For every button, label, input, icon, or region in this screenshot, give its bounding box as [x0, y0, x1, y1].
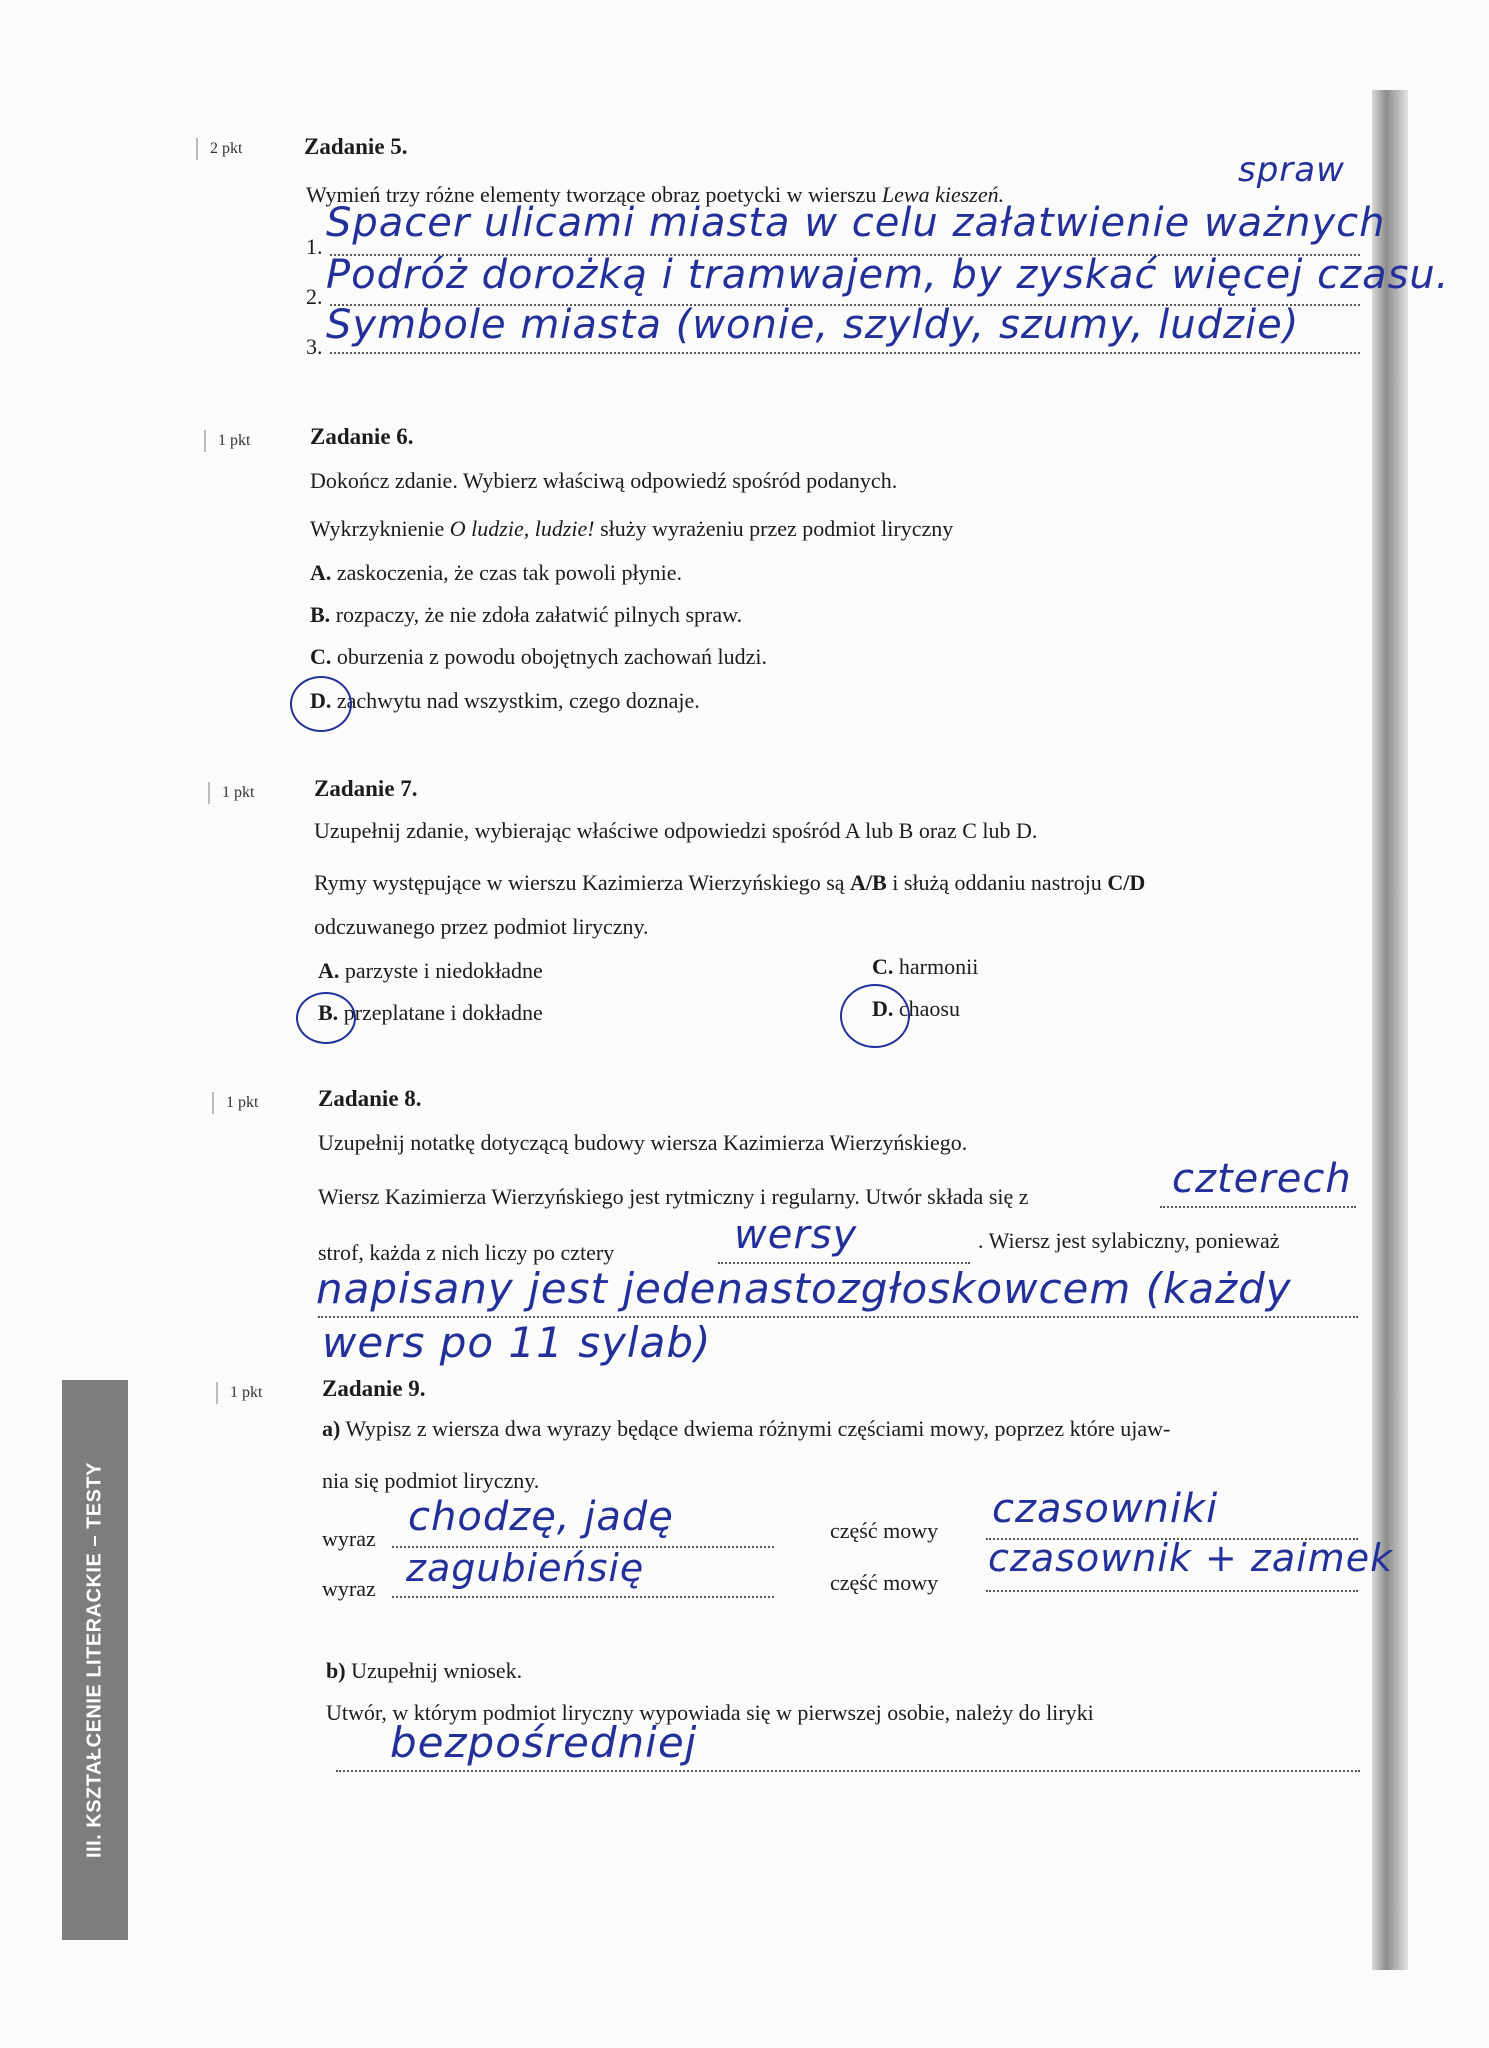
task6-points: 1 pkt [204, 430, 250, 452]
task7-answer-d-circle [840, 984, 910, 1048]
task6-option-b-text: rozpaczy, że nie zdoła załatwić pilnych spraw. [335, 602, 743, 627]
task9-part-a-letter: a) [322, 1416, 341, 1441]
task6-stem [310, 516, 953, 542]
task9-part-b-line [336, 1770, 1360, 1772]
task7-stem [314, 870, 1145, 896]
task5-points: 2 pkt [196, 138, 242, 160]
task9-part-b-letter: b) [326, 1658, 346, 1683]
task9-part-a-line1 [322, 1416, 1170, 1442]
task6-option-d-text: zachwytu nad wszystkim, czego doznaje. [336, 688, 700, 713]
task8-title: Zadanie 8. [318, 1086, 422, 1111]
task5-title: Zadanie 5. [304, 134, 408, 159]
task9-part-b-instruction-text: Uzupełnij wniosek. [351, 1658, 523, 1683]
task5-margin-note: spraw [1238, 150, 1345, 190]
task7-stem-end: odczuwanego przez podmiot liryczny. [314, 914, 649, 939]
task9-row2-word-answer: zagubieńsię [406, 1546, 645, 1590]
task5-item3-number: 3. [306, 334, 323, 359]
task5-item3-line [330, 352, 1360, 354]
task6-option-a-letter: A. [310, 560, 332, 585]
task6-option-a [310, 560, 682, 586]
task6-option-b-letter: B. [310, 602, 331, 627]
task8-text3: . Wiersz jest sylabiczny, ponieważ [978, 1228, 1280, 1253]
task6-option-a-text: zaskoczenia, że czas tak powoli płynie. [336, 560, 683, 585]
section-sidebar [62, 1380, 128, 1940]
task7-option-b-text: przeplatane i dokładne [343, 1000, 543, 1025]
task6-stem-quote: O ludzie, ludzie! [449, 516, 595, 541]
task6-option-b [310, 602, 742, 628]
task9-row2-word-line [392, 1596, 774, 1598]
task7-option-a-text: parzyste i niedokładne [344, 958, 543, 983]
task9-part-b-instruction [326, 1658, 522, 1684]
task9-row2-pos-line [986, 1590, 1358, 1592]
task6-option-d [310, 688, 700, 714]
task9-title: Zadanie 9. [322, 1376, 426, 1401]
task6-option-c [310, 644, 767, 670]
task6-stem-end: służy wyrażeniu przez podmiot liryczny [600, 516, 954, 541]
task8-text1: Wiersz Kazimierza Wierzyńskiego jest rytmiczny i regularny. Utwór składa się z [318, 1184, 1029, 1209]
task7-instruction: Uzupełnij zdanie, wybierając właściwe odpowiedzi spośród A lub B oraz C lub D. [314, 818, 1038, 843]
task8-blank1-line [1160, 1206, 1356, 1208]
task8-answer3-line2: wers po 11 sylab) [322, 1318, 712, 1367]
task7-option-d-text: chaosu [898, 996, 960, 1021]
task9-row1-pos-answer: czasowniki [992, 1486, 1219, 1532]
task7-option-d-letter: D. [872, 996, 894, 1021]
task7-stem-cd: C/D [1107, 870, 1146, 895]
task6-option-d-letter: D. [310, 688, 332, 713]
task5-poem-title: Lewa kieszeń. [881, 182, 1005, 207]
task7-option-c-text: harmonii [898, 954, 979, 979]
task8-text2: strof, każda z nich liczy po cztery [318, 1240, 615, 1265]
task6-option-c-text: oburzenia z powodu obojętnych zachowań ludzi. [336, 644, 767, 669]
task5-prompt-text: Wymień trzy różne elementy tworzące obraz poetycki w wierszu [306, 182, 877, 207]
task9-points: 1 pkt [216, 1382, 262, 1404]
task7-option-c [872, 954, 978, 980]
task5-item2-number: 2. [306, 284, 323, 309]
task5-item2-answer: Podróż dorożką i tramwajem, by zyskać więcej czasu. [326, 252, 1450, 298]
task5-item1-number: 1. [306, 234, 323, 259]
task9-part-b-answer: bezpośredniej [390, 1718, 698, 1767]
task7-option-a [318, 958, 543, 984]
task9-row2-pos-answer: czasownik + zaimek [988, 1536, 1394, 1580]
task9-row1-word-label: wyraz [322, 1526, 376, 1551]
task5-item1-answer: Spacer ulicami miasta w celu załatwienie ważnych [326, 200, 1386, 246]
task7-stem-start: Rymy występujące w wierszu Kazimierza Wierzyńskiego są [314, 870, 845, 895]
task9-row1-word-answer: chodzę, jadę [408, 1494, 674, 1540]
task9-part-a-line2: nia się podmiot liryczny. [322, 1468, 540, 1493]
task6-answer-circle [290, 676, 352, 732]
task7-answer-b-circle [296, 992, 356, 1044]
task8-answer3-line1: napisany jest jedenastozgłoskowcem (każdy [316, 1264, 1292, 1313]
task6-instruction: Dokończ zdanie. Wybierz właściwą odpowiedź spośród podanych. [310, 468, 898, 493]
task9-row2-word-label: wyraz [322, 1576, 376, 1601]
page-edge-shadow [1372, 90, 1408, 1970]
task8-answer1: czterech [1172, 1156, 1352, 1202]
task7-option-b-letter: B. [318, 1000, 339, 1025]
task8-points: 1 pkt [212, 1092, 258, 1114]
task9-part-a-text1: Wypisz z wiersza dwa wyrazy będące dwiema różnymi częściami mowy, poprzez które ujaw- [345, 1416, 1171, 1441]
sidebar-text: III. KSZTAŁCENIE LITERACKIE – TESTY [83, 1461, 106, 1859]
task5-item3-answer: Symbole miasta (wonie, szyldy, szumy, ludzie) [326, 302, 1300, 348]
task9-part-b-text: Utwór, w którym podmiot liryczny wypowiada się w pierwszej osobie, należy do liryki [326, 1700, 1094, 1725]
task7-stem-ab: A/B [850, 870, 887, 895]
task7-stem-middle: i służą oddaniu nastroju [892, 870, 1102, 895]
task7-option-a-letter: A. [318, 958, 340, 983]
task6-title: Zadanie 6. [310, 424, 414, 449]
task7-points: 1 pkt [208, 782, 254, 804]
task7-title: Zadanie 7. [314, 776, 418, 801]
task9-row2-pos-label: część mowy [830, 1570, 939, 1595]
task8-answer2: wersy [734, 1212, 858, 1258]
task7-option-c-letter: C. [872, 954, 894, 979]
task9-row1-pos-label: część mowy [830, 1518, 939, 1543]
task6-stem-start: Wykrzyknienie [310, 516, 445, 541]
task8-instruction: Uzupełnij notatkę dotyczącą budowy wiersza Kazimierza Wierzyńskiego. [318, 1130, 968, 1155]
task6-option-c-letter: C. [310, 644, 332, 669]
